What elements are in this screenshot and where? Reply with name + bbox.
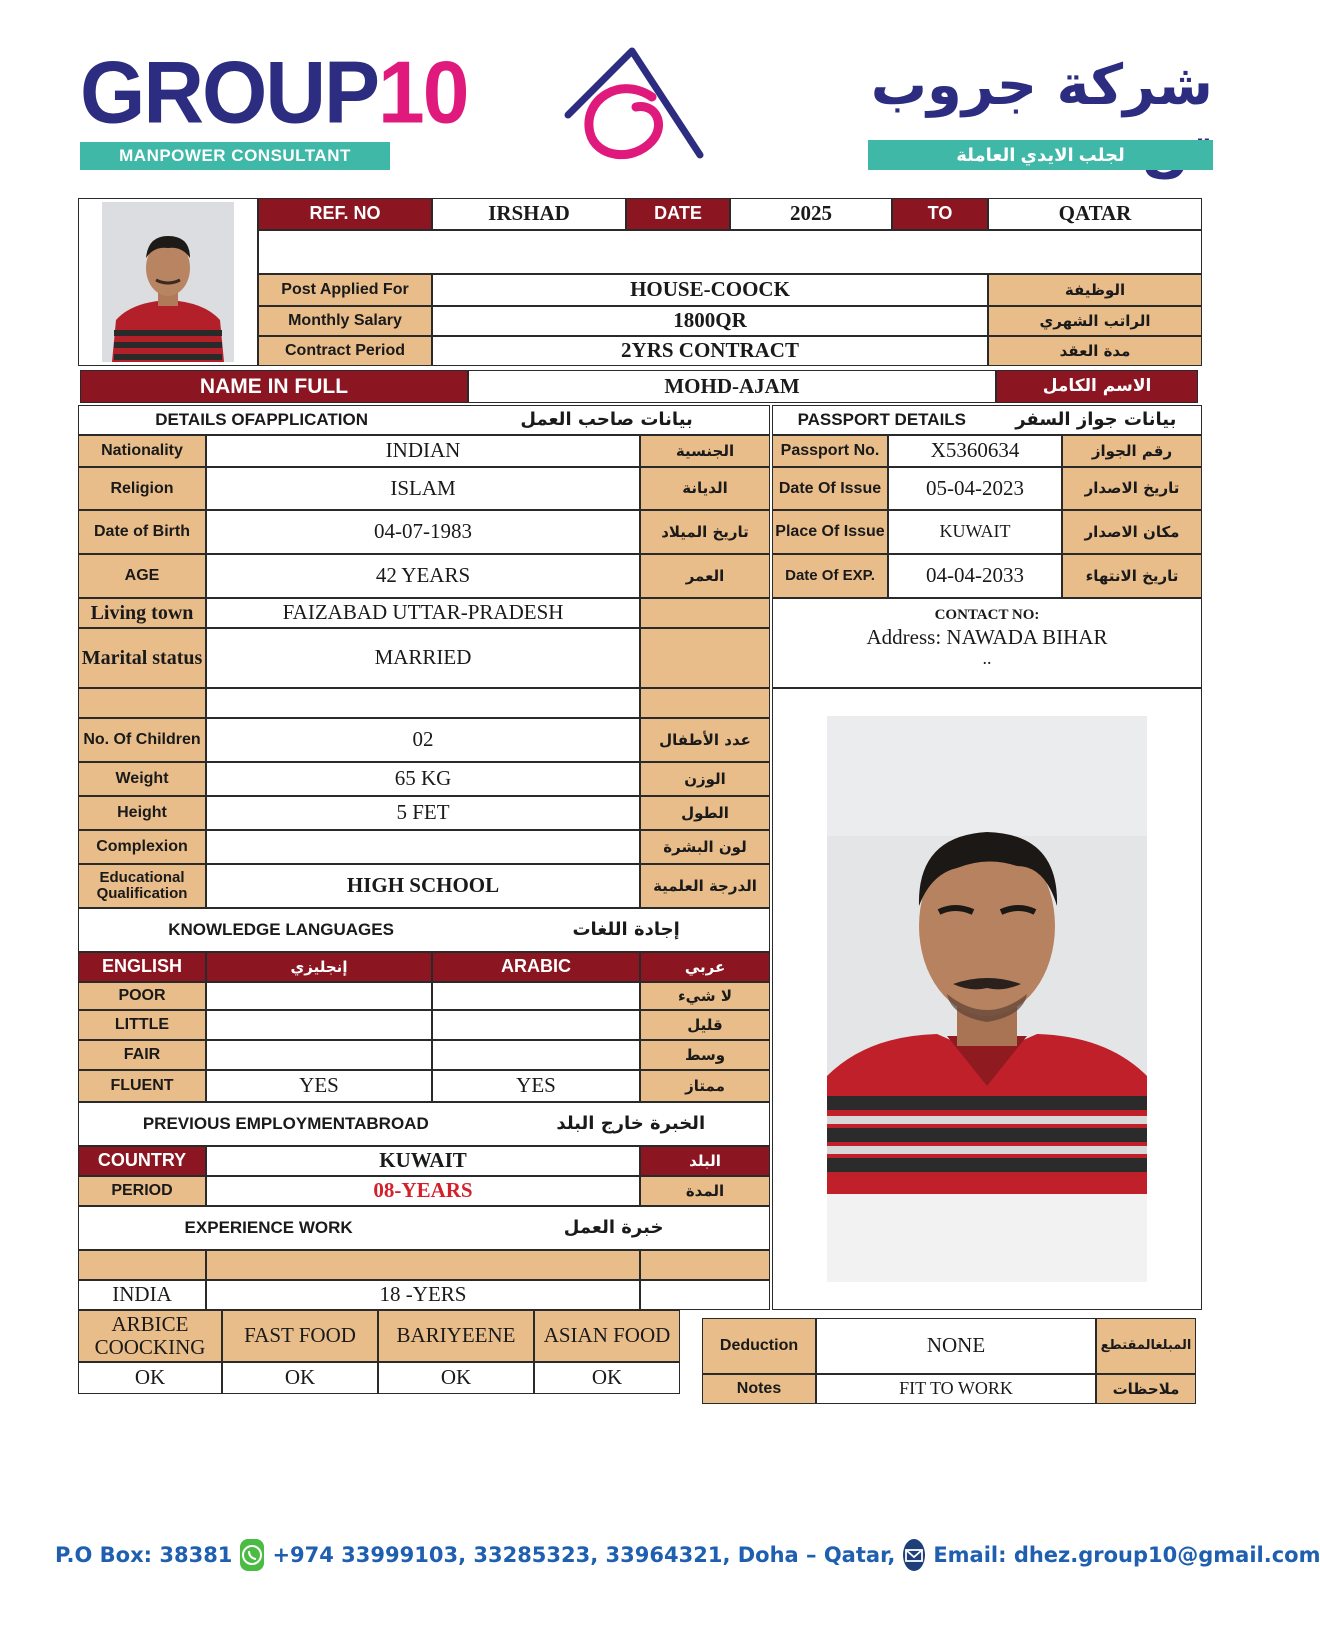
address-text: Address: NAWADA BIHAR [866,624,1108,649]
complexion-value [206,830,640,864]
expiry-value: 04-04-2033 [888,554,1062,598]
logo-group-text: GROUP [80,42,379,142]
height-value: 5 FET [206,796,640,830]
pobox-text: P.O Box: 38381 [55,1543,233,1567]
salary-value: 1800QR [432,306,988,336]
country-value: KUWAIT [206,1146,640,1176]
height-label: Height [78,796,206,830]
dob-label: Date of Birth [78,510,206,554]
name-label: NAME IN FULL [80,370,468,403]
religion-value: ISLAM [206,467,640,510]
experience-blank-1 [78,1250,206,1280]
marital-value: MARRIED [206,628,640,688]
skill-2-value: OK [222,1362,378,1394]
education-label-ar: الدرجة العلمية [640,864,770,908]
address-dots: .. [982,647,992,668]
dob-value: 04-07-1983 [206,510,640,554]
deduction-label-ar: المبلغالمقتطع [1096,1318,1196,1374]
deduction-value: NONE [816,1318,1096,1374]
experience-blank-2 [206,1250,640,1280]
country-label-ar: البلد [640,1146,770,1176]
skill-1-name: ARBICE COOCKING [78,1310,222,1362]
issue-place-label-ar: مكان الاصدار [1062,510,1202,554]
ref-no-label: REF. NO [258,198,432,230]
skill-3-name: BARIYEENE [378,1310,534,1362]
experience-blank-3 [640,1250,770,1280]
to-label: TO [892,198,988,230]
salary-label-ar: الراتب الشهري [988,306,1202,336]
person-photo-large [827,716,1147,1282]
whatsapp-icon [240,1539,264,1571]
education-label: Educational Qualification [78,864,206,908]
deduction-label: Deduction [702,1318,816,1374]
issue-place-value: KUWAIT [888,510,1062,554]
notes-label: Notes [702,1374,816,1404]
group10-logo [80,42,468,170]
passport-no-label-ar: رقم الجواز [1062,435,1202,467]
experience-title-ar: خبرة العمل [563,1217,664,1239]
religion-label: Religion [78,467,206,510]
to-value: QATAR [988,198,1202,230]
lang-fair-arabic [432,1040,640,1070]
date-value: 2025 [730,198,892,230]
english-header-ar: إنجليزي [206,952,432,982]
contract-label-ar: مدة العقد [988,336,1202,366]
skill-2-name: FAST FOOD [222,1310,378,1362]
english-header: ENGLISH [78,952,206,982]
notes-label-ar: ملاحظات [1096,1374,1196,1404]
application-title-ar: بيانات صاحب العمل [520,409,693,431]
marital-label-ar [640,628,770,688]
lang-fluent-label: FLUENT [78,1070,206,1102]
date-label: DATE [626,198,730,230]
logo-tagline: MANPOWER CONSULTANT [80,142,390,170]
lang-poor-english [206,982,432,1010]
lang-poor-arabic [432,982,640,1010]
expiry-label: Date Of EXP. [772,554,888,598]
ref-no-value: IRSHAD [432,198,626,230]
notes-value: FIT TO WORK [816,1374,1096,1404]
languages-title-ar: إجادة اللغات [572,919,680,941]
footer-contact [55,1535,1320,1575]
email-text[interactable]: Email: dhez.group10@gmail.com [933,1543,1320,1567]
children-value: 02 [206,718,640,762]
living-town-label: Living town [78,598,206,628]
children-label-ar: عدد الأطفال [640,718,770,762]
application-section-title [78,405,770,435]
issue-date-value: 05-04-2023 [888,467,1062,510]
post-value: HOUSE-COOCK [432,274,988,306]
blank-label [78,688,206,718]
lang-little-english [206,1010,432,1040]
period-label: PERIOD [78,1176,206,1206]
religion-label-ar: الديانة [640,467,770,510]
complexion-label: Complexion [78,830,206,864]
living-town-value: FAIZABAD UTTAR-PRADESH [206,598,640,628]
skill-4-name: ASIAN FOOD [534,1310,680,1362]
age-label: AGE [78,554,206,598]
logo-ar-name: شركة جروب [870,53,1213,118]
arabic-company-logo [868,55,1213,170]
employment-title: PREVIOUS EMPLOYMENTABROAD [142,1113,429,1133]
passport-title: PASSPORT DETAILS [797,409,967,429]
dob-label-ar: تاريخ الميلاد [640,510,770,554]
contact-label: CONTACT NO: [934,607,1040,623]
marital-label: Marital status [78,628,206,688]
name-value: MOHD-AJAM [468,370,996,403]
person-photo [102,202,234,362]
post-label: Post Applied For [258,274,432,306]
height-label-ar: الطول [640,796,770,830]
lang-poor-label-ar: لا شيء [640,982,770,1010]
age-value: 42 YEARS [206,554,640,598]
passport-no-value: X5360634 [888,435,1062,467]
logo-ten-text: 10 [378,42,468,142]
passport-title-ar: بيانات جواز السفر [1015,409,1177,431]
logo-ar-tagline: لجلب الايدي العاملة [868,140,1213,170]
employment-title-ar: الخبرة خارج البلد [556,1113,706,1135]
experience-section-title [78,1206,770,1250]
lang-fair-english [206,1040,432,1070]
post-label-ar: الوظيفة [988,274,1202,306]
contact-box [772,598,1202,688]
lang-fluent-label-ar: ممتاز [640,1070,770,1102]
weight-label-ar: الوزن [640,762,770,796]
issue-date-label-ar: تاريخ الاصدار [1062,467,1202,510]
blank-row [258,230,1202,274]
arabic-header: ARABIC [432,952,640,982]
arabic-header-ar: عربي [640,952,770,982]
passport-section-title [772,405,1202,435]
small-photo-frame [78,198,258,366]
skill-1-value: OK [78,1362,222,1394]
living-town-label-ar [640,598,770,628]
contract-label: Contract Period [258,336,432,366]
languages-title: KNOWLEDGE LANGUAGES [168,919,394,939]
blank-value [206,688,640,718]
home-swirl-logo-icon [560,45,710,165]
experience-empty [640,1280,770,1310]
languages-section-title [78,908,770,952]
lang-fair-label-ar: وسط [640,1040,770,1070]
lang-fluent-english: YES [206,1070,432,1102]
large-photo-frame [772,688,1202,1310]
issue-date-label: Date Of Issue [772,467,888,510]
employment-section-title [78,1102,770,1146]
email-icon [903,1539,925,1571]
contract-value: 2YRS CONTRACT [432,336,988,366]
lang-little-arabic [432,1010,640,1040]
blank-label-ar [640,688,770,718]
period-value: 08-YEARS [206,1176,640,1206]
age-label-ar: العمر [640,554,770,598]
nationality-value: INDIAN [206,435,640,467]
children-label: No. Of Children [78,718,206,762]
weight-label: Weight [78,762,206,796]
education-value: HIGH SCHOOL [206,864,640,908]
skill-4-value: OK [534,1362,680,1394]
experience-years: 18 -YERS [206,1280,640,1310]
weight-value: 65 KG [206,762,640,796]
experience-place: INDIA [78,1280,206,1310]
lang-fair-label: FAIR [78,1040,206,1070]
experience-title: EXPERIENCE WORK [184,1217,353,1237]
lang-little-label: LITTLE [78,1010,206,1040]
name-label-ar: الاسم الكامل [996,370,1198,403]
lang-fluent-arabic: YES [432,1070,640,1102]
salary-label: Monthly Salary [258,306,432,336]
country-label: COUNTRY [78,1146,206,1176]
lang-little-label-ar: قليل [640,1010,770,1040]
nationality-label-ar: الجنسية [640,435,770,467]
application-title: DETAILS OFAPPLICATION [155,409,369,429]
lang-poor-label: POOR [78,982,206,1010]
complexion-label-ar: لون البشرة [640,830,770,864]
issue-place-label: Place Of Issue [772,510,888,554]
skill-3-value: OK [378,1362,534,1394]
period-label-ar: المدة [640,1176,770,1206]
phones-text: +974 33999103, 33285323, 33964321, Doha – Qatar, [272,1543,896,1567]
nationality-label: Nationality [78,435,206,467]
passport-no-label: Passport No. [772,435,888,467]
expiry-label-ar: تاريخ الانتهاء [1062,554,1202,598]
